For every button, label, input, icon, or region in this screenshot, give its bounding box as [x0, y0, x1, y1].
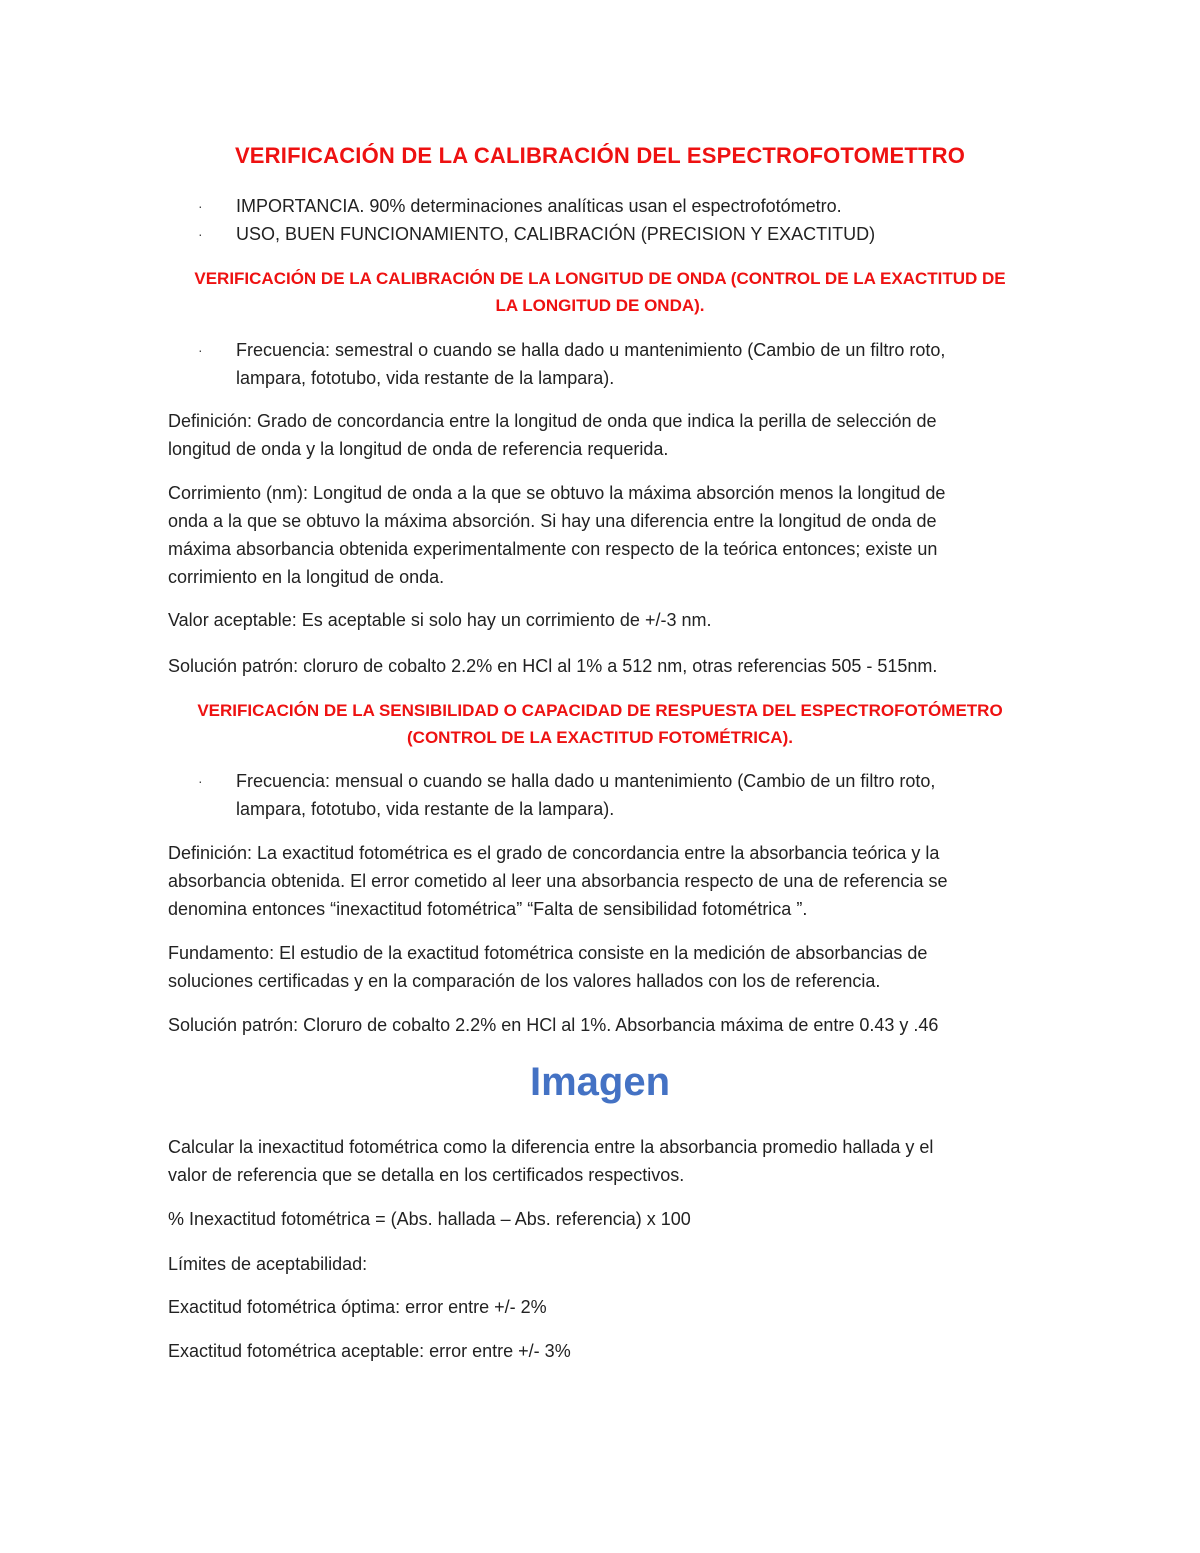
section-heading-sensibilidad [150, 697, 1050, 751]
solucion-patron-paragraph: Solución patrón: cloruro de cobalto 2.2% en HCl al 1% a 512 nm, otras referencias 505 - 515nm. [168, 656, 938, 676]
paragraph-line: valor de referencia que se detalla en los certificados respectivos. [168, 1165, 685, 1185]
calcular-paragraph [168, 1133, 933, 1189]
paragraph-line: Definición: La exactitud fotométrica es el grado de concordancia entre la absorbancia teórica y la [168, 843, 940, 863]
bullet-line: Frecuencia: mensual o cuando se halla dado u mantenimiento (Cambio de un filtro roto, [236, 771, 936, 791]
bullet-line: Frecuencia: semestral o cuando se halla dado u mantenimiento (Cambio de un filtro roto, [236, 340, 946, 360]
section-heading-line: (CONTROL DE LA EXACTITUD FOTOMÉTRICA). [407, 728, 793, 747]
paragraph-line: Definición: Grado de concordancia entre la longitud de onda que indica la perilla de selección de [168, 411, 937, 431]
paragraph-line: onda a la que se obtuvo la máxima absorción. Si hay una diferencia entre la longitud de onda de [168, 511, 937, 531]
section-heading-line: LA LONGITUD DE ONDA). [495, 296, 705, 315]
bullet-text [236, 336, 945, 392]
section-heading-line: VERIFICACIÓN DE LA CALIBRACIÓN DE LA LONGITUD DE ONDA (CONTROL DE LA EXACTITUD DE [194, 269, 1006, 288]
bullet-dot-icon: · [198, 198, 203, 214]
definicion-fotometrica-paragraph [168, 839, 947, 923]
definicion-paragraph [168, 407, 937, 463]
bullet-dot-icon: · [198, 226, 203, 242]
bullet-dot-icon: · [198, 773, 203, 789]
limites-paragraph: Límites de aceptabilidad: [168, 1254, 368, 1274]
paragraph-line: absorbancia obtenida. El error cometido al leer una absorbancia respecto de una de referencia se [168, 871, 948, 891]
image-heading: Imagen [529, 1060, 671, 1104]
bullet-text: IMPORTANCIA. 90% determinaciones analíticas usan el espectrofotómetro. [236, 196, 842, 216]
formula-paragraph: % Inexactitud fotométrica = (Abs. hallada – Abs. referencia) x 100 [168, 1209, 691, 1229]
paragraph-line: longitud de onda y la longitud de onda de referencia requerida. [168, 439, 669, 459]
section-heading-longitud-onda [150, 265, 1050, 319]
exactitud-aceptable-paragraph: Exactitud fotométrica aceptable: error entre +/- 3% [168, 1341, 571, 1361]
document-title: VERIFICACIÓN DE LA CALIBRACIÓN DEL ESPECTROFOTOMETTRO [234, 143, 966, 168]
paragraph-line: Corrimiento (nm): Longitud de onda a la que se obtuvo la máxima absorción menos la longitud de [168, 483, 946, 503]
bullet-line: lampara, fototubo, vida restante de la lampara). [236, 799, 615, 819]
valor-aceptable-paragraph: Valor aceptable: Es aceptable si solo hay un corrimiento de +/-3 nm. [168, 610, 712, 630]
fundamento-paragraph [168, 939, 927, 995]
bullet-text [236, 767, 935, 823]
corrimiento-paragraph [168, 479, 945, 591]
paragraph-line: soluciones certificadas y en la comparación de los valores hallados con los de referencia. [168, 971, 881, 991]
exactitud-optima-paragraph: Exactitud fotométrica óptima: error entre +/- 2% [168, 1297, 547, 1317]
bullet-line: lampara, fototubo, vida restante de la lampara). [236, 368, 615, 388]
section-heading-line: VERIFICACIÓN DE LA SENSIBILIDAD O CAPACIDAD DE RESPUESTA DEL ESPECTROFOTÓMETRO [197, 701, 1003, 720]
solucion-patron-fotometrica-paragraph: Solución patrón: Cloruro de cobalto 2.2% en HCl al 1%. Absorbancia máxima de entre 0.43 y .46 [168, 1015, 939, 1035]
paragraph-line: corrimiento en la longitud de onda. [168, 567, 445, 587]
paragraph-line: denomina entonces “inexactitud fotométrica” “Falta de sensibilidad fotométrica ”. [168, 899, 808, 919]
paragraph-line: máxima absorbancia obtenida experimentalmente con respecto de la teórica entonces; existe un [168, 539, 938, 559]
paragraph-line: Calcular la inexactitud fotométrica como la diferencia entre la absorbancia promedio hallada y el [168, 1137, 934, 1157]
bullet-dot-icon: · [198, 342, 203, 358]
paragraph-line: Fundamento: El estudio de la exactitud fotométrica consiste en la medición de absorbancias de [168, 943, 928, 963]
bullet-text: USO, BUEN FUNCIONAMIENTO, CALIBRACIÓN (PRECISION Y EXACTITUD) [236, 224, 876, 244]
